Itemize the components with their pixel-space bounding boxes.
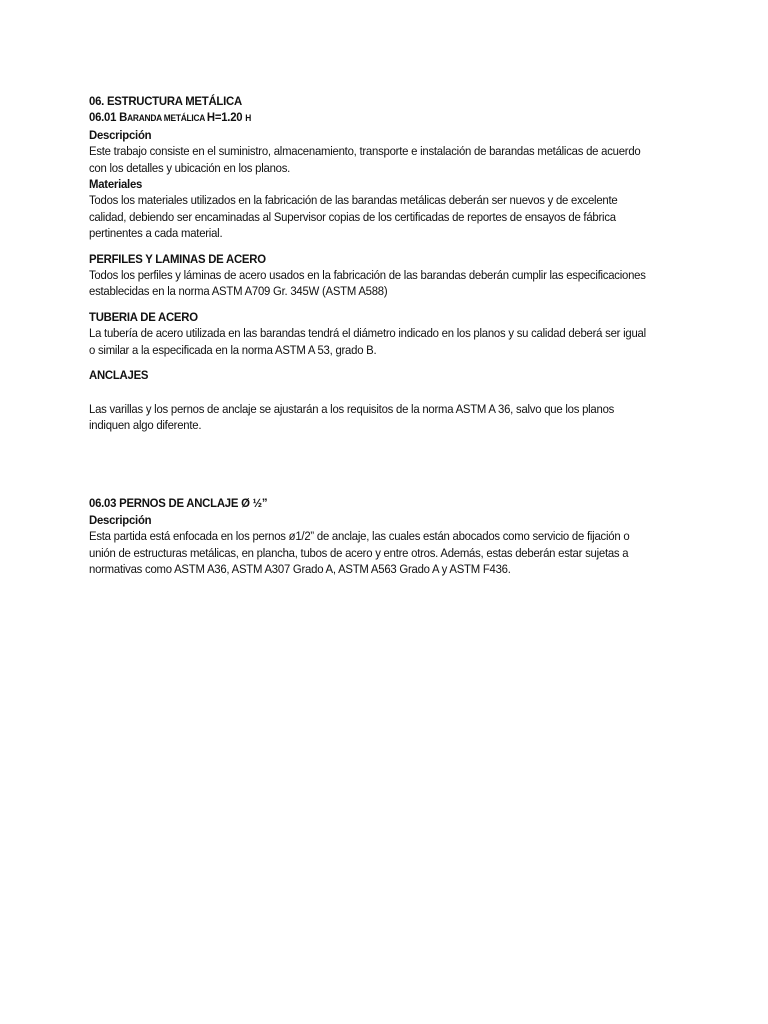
section-title: 06. ESTRUCTURA METÁLICA: [89, 94, 242, 108]
materiales-line: pertinentes a cada material.: [89, 226, 223, 241]
tuberia-line: La tubería de acero utilizada en las barandas tendrá el diámetro indicado en los planos y su calidad deberá ser igual: [89, 326, 646, 341]
anclajes-line: Las varillas y los pernos de anclaje se ajustarán a los requisitos de la norma ASTM A 36, salvo que los planos: [89, 401, 615, 416]
materiales-heading: Materiales: [89, 177, 143, 192]
pernos-section-title: 06.03 PERNOS DE ANCLAJE Ø ½”: [89, 496, 268, 511]
perfiles-heading: PERFILES Y LAMINAS DE ACERO: [89, 251, 266, 266]
pernos-line: unión de estructuras metálicas, en plancha, tubos de acero y entre otros. Además, estas deberán estar sujetas a: [89, 545, 629, 560]
tuberia-line: o similar a la especificada en la norma ASTM A 53, grado B.: [89, 342, 377, 357]
anclajes-line: indiquen algo diferente.: [89, 417, 202, 432]
pernos-descripcion-heading: Descripción: [89, 512, 152, 527]
descripcion-line: Este trabajo consiste en el suministro, almacenamiento, transporte e instalación de barandas metálicas de acuerdo: [89, 144, 641, 159]
subsection-title-baranda: [89, 109, 647, 126]
descripcion-heading: Descripción: [89, 127, 152, 142]
materiales-line: calidad, debiendo ser encaminadas al Supervisor copias de los certificadas de reportes de ensayos de fábrica: [89, 209, 616, 224]
perfiles-line: establecidas en la norma ASTM A709 Gr. 345W (ASTM A588): [89, 284, 388, 299]
tuberia-heading: TUBERIA DE ACERO: [89, 309, 198, 324]
document-page: [89, 93, 689, 577]
pernos-line: normativas como ASTM A36, ASTM A307 Grado A, ASTM A563 Grado A y ASTM F436.: [89, 561, 511, 576]
pernos-line: Esta partida está enfocada en los pernos ø1/2” de anclaje, las cuales están abocados como servicio de fijación o: [89, 529, 630, 544]
materiales-line: Todos los materiales utilizados en la fabricación de las barandas metálicas deberán ser nuevos y de excelente: [89, 193, 618, 208]
anclajes-heading: ANCLAJES: [89, 368, 149, 383]
subsection-smallcaps: ARANDA METÁLICA: [127, 113, 207, 124]
perfiles-line: Todos los perfiles y láminas de acero usados en la fabricación de las barandas deberán cumplir las especificaciones: [89, 268, 646, 283]
subsection-number: 06.01 B: [89, 110, 128, 125]
descripcion-line: con los detalles y ubicación en los planos.: [89, 160, 291, 175]
subsection-unit: H: [245, 113, 252, 124]
subsection-height: H=1.20: [206, 110, 246, 125]
